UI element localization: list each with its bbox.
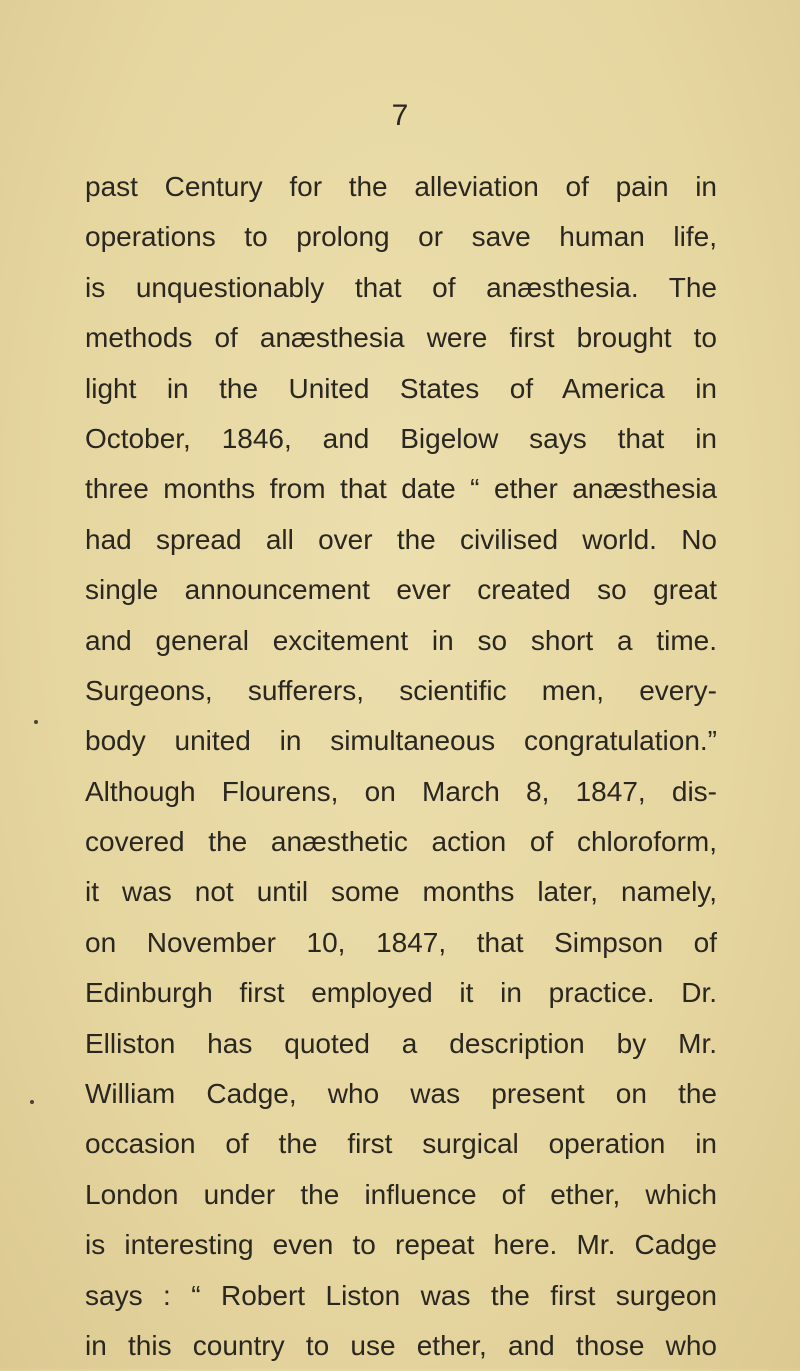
text-line: light in the United States of America in [85, 372, 717, 404]
text-line: operations to prolong or save human life, [85, 221, 717, 253]
text-line: three months from that date “ ether anæsthesia [85, 473, 717, 505]
text-line: covered the anæsthetic action of chloroform, [85, 826, 717, 858]
text-line: Although Flourens, on March 8, 1847, dis- [85, 775, 717, 807]
body-text [85, 162, 717, 1371]
page-number: 7 [391, 99, 409, 132]
text-line: single announcement ever created so great [85, 574, 717, 606]
text-line: occasion of the first surgical operation in [85, 1128, 717, 1160]
margin-speck [30, 1100, 34, 1104]
text-line: on November 10, 1847, that Simpson of [85, 926, 717, 958]
text-line: in this country to use ether, and those who [85, 1329, 717, 1361]
text-line: is unquestionably that of anæsthesia. The [85, 271, 717, 303]
text-line: and general excitement in so short a time. [85, 624, 717, 656]
margin-speck [34, 720, 38, 724]
text-line: it was not until some months later, namely, [85, 876, 717, 908]
text-line: Surgeons, sufferers, scientific men, every- [85, 674, 717, 706]
text-line: says : “ Robert Liston was the first surgeon [85, 1279, 717, 1311]
text-line: London under the influence of ether, which [85, 1178, 717, 1210]
text-line: past Century for the alleviation of pain in [85, 171, 717, 202]
text-line: body united in simultaneous congratulation.” [85, 725, 717, 757]
text-line: is interesting even to repeat here. Mr. Cadge [85, 1229, 717, 1261]
text-line: Elliston has quoted a description by Mr. [85, 1027, 717, 1059]
text-line: methods of anæsthesia were first brought to [85, 322, 717, 354]
text-line: had spread all over the civilised world. No [85, 523, 717, 555]
text-line: Edinburgh first employed it in practice. Dr. [85, 977, 717, 1009]
text-line: October, 1846, and Bigelow says that in [85, 422, 717, 454]
text-line: William Cadge, who was present on the [85, 1078, 717, 1110]
